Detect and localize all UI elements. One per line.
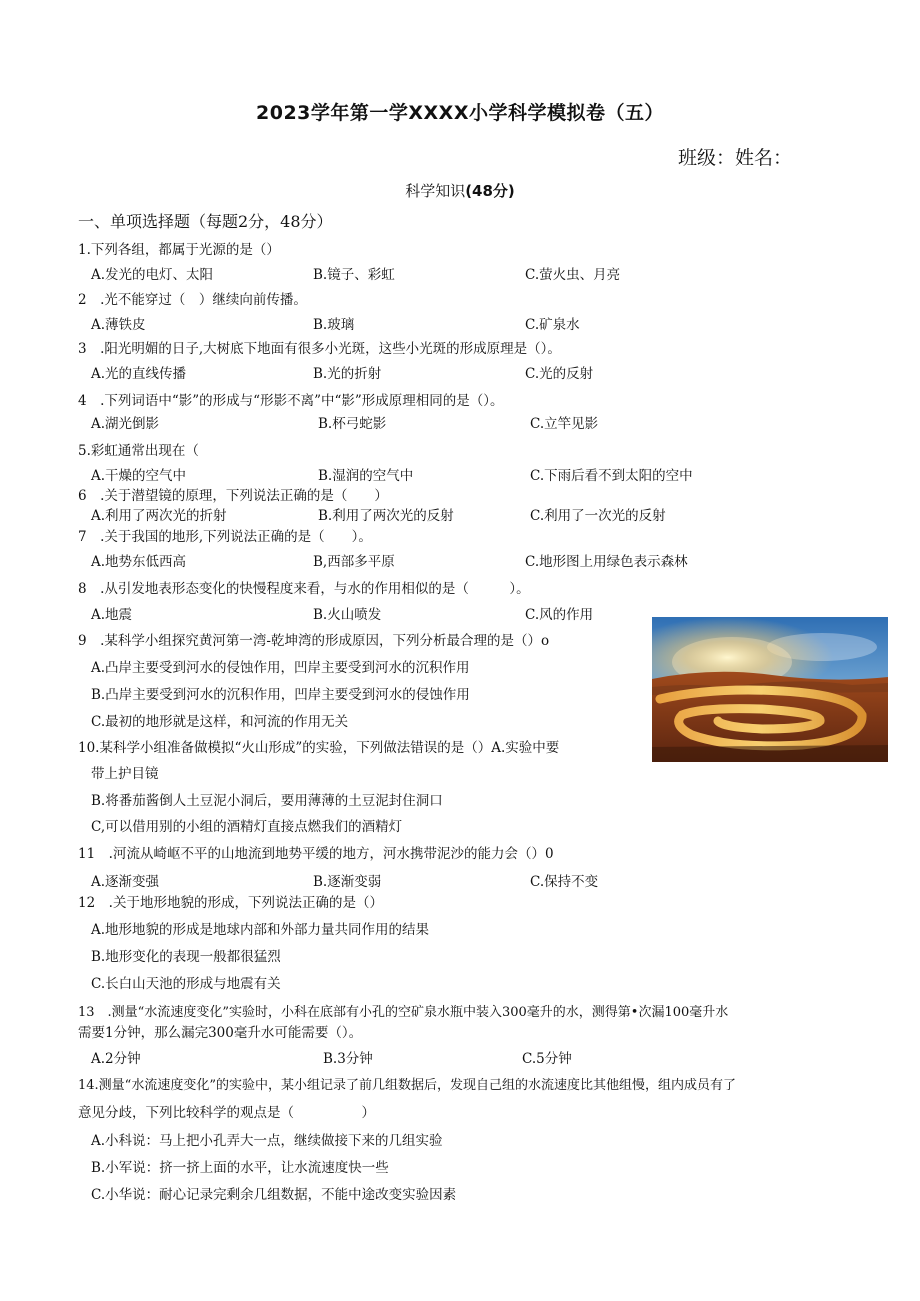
question-6-option-a: A.利用了两次光的折射 [91, 508, 227, 524]
question-3-option-a: A.光的直线传播 [91, 366, 187, 382]
question-10-stem: 10.某科学小组准备做模拟“火山形成”的实验，下列做法错误的是（）A.实验中要 [78, 740, 560, 756]
question-14-option-b: B.小军说：挤一挤上面的水平，让水流速度快一些 [91, 1160, 389, 1176]
question-5-option-c: C.下雨后看不到太阳的空中 [530, 468, 693, 484]
question-11-option-b: B.逐渐变弱 [313, 874, 382, 890]
question-14-option-c: C.小华说：耐心记录完剩余几组数据，不能中途改变实验因素 [91, 1187, 457, 1203]
subtitle-prefix: 科学知识 [405, 182, 466, 200]
question-8-option-a: A.地震 [91, 607, 133, 623]
question-7-option-a: A.地势东低西高 [91, 554, 187, 570]
question-1-option-c: C.萤火虫、月亮 [525, 267, 621, 283]
question-4-stem: 4 .下列词语中“影”的形成与“形影不离”中“影”形成原理相同的是（）。 [78, 393, 504, 409]
subtitle-score: (48分) [465, 182, 515, 200]
question-12-option-a: A.地形地貌的形成是地球内部和外部力量共同作用的结果 [91, 922, 430, 938]
question-14-stem: 14.测量“水流速度变化”的实验中，某小组记录了前几组数据后，发现自己组的水流速度比其他组慢，组内成员有了 [78, 1078, 736, 1093]
question-7-stem: 7 .关于我国的地形,下列说法正确的是（ ）。 [78, 529, 372, 545]
question-2-option-a: A.薄铁皮 [91, 317, 146, 333]
question-3-option-b: B.光的折射 [313, 366, 382, 382]
question-5-option-a: A.干燥的空气中 [91, 468, 187, 484]
question-1-option-b: B.镜子、彩虹 [313, 267, 395, 283]
question-3-stem: 3 .阳光明媚的日子,大树底下地面有很多小光斑，这些小光斑的形成原理是（）。 [78, 341, 561, 357]
question-3-option-c: C.光的反射 [525, 366, 594, 382]
question-1-option-a: A.发光的电灯、太阳 [91, 267, 214, 283]
question-7-option-c: C.地形图上用绿色表示森林 [525, 554, 688, 570]
question-12-stem: 12 .关于地形地貌的形成，下列说法正确的是（） [78, 895, 383, 911]
question-8-option-b: B.火山喷发 [313, 607, 382, 623]
question-9-option-a: A.凸岸主要受到河水的侵蚀作用，凹岸主要受到河水的沉积作用 [91, 660, 470, 676]
question-4-option-c: C.立竿见影 [530, 416, 599, 432]
page-title: 2023学年第一学XXXX小学科学模拟卷（五） [256, 102, 664, 124]
section-heading: 一、单项选择题（每题2分，48分） [78, 212, 333, 231]
question-12-option-c: C.长白山天池的形成与地震有关 [91, 976, 281, 992]
question-11-stem: 11 .河流从崎岖不平的山地流到地势平缓的地方，河水携带泥沙的能力会（）0 [78, 846, 554, 862]
question-10-option-a-cont: 带上护目镜 [91, 766, 159, 782]
question-7-option-b: B,西部多平原 [313, 554, 395, 570]
question-6-option-b: B.利用了两次光的反射 [318, 508, 454, 524]
class-name-label: 班级：姓名： [677, 147, 792, 169]
question-9-option-b: B.凸岸主要受到河水的沉积作用，凹岸主要受到河水的侵蚀作用 [91, 687, 470, 703]
river-bend-photo [652, 617, 888, 762]
river-bend-photo-icon [652, 617, 888, 762]
question-1-stem: 1.下列各组，都属于光源的是（） [78, 242, 280, 258]
question-6-stem: 6 .关于潜望镜的原理，下列说法正确的是（ ） [78, 488, 388, 504]
question-9-option-c: C.最初的地形就是这样，和河流的作用无关 [91, 714, 349, 730]
question-10-option-b: B.将番茄酱倒人土豆泥小洞后，要用薄薄的土豆泥封住洞口 [91, 793, 443, 809]
question-5-stem: 5.彩虹通常出现在（ [78, 443, 199, 459]
question-2-option-c: C.矿泉水 [525, 317, 580, 333]
question-6-option-c: C.利用了一次光的反射 [530, 508, 666, 524]
question-2-stem: 2 .光不能穿过（ ）继续向前传播。 [78, 292, 307, 308]
section-subtitle [0, 180, 920, 201]
question-2-option-b: B.玻璃 [313, 317, 355, 333]
question-11-option-a: A.逐渐变强 [91, 874, 160, 890]
question-14-option-a: A.小科说：马上把小孔弄大一点，继续做接下来的几组实验 [91, 1133, 443, 1149]
question-8-option-c: C.风的作用 [525, 607, 594, 623]
question-8-stem: 8 .从引发地表形态变化的快慢程度来看，与水的作用相似的是（ ）。 [78, 581, 530, 597]
question-4-option-b: B.杯弓蛇影 [318, 416, 387, 432]
question-13-option-b: B.3分钟 [323, 1051, 373, 1067]
question-14-stem-cont: 意见分歧，下列比较科学的观点是（ ） [78, 1105, 375, 1121]
question-4-option-a: A.湖光倒影 [91, 416, 160, 432]
question-5-option-b: B.湿润的空气中 [318, 468, 414, 484]
question-12-option-b: B.地形变化的表现一般都很猛烈 [91, 949, 281, 965]
question-13-option-a: A.2分钟 [91, 1051, 141, 1067]
question-11-option-c: C.保持不变 [530, 874, 599, 890]
question-13-option-c: C.5分钟 [522, 1051, 572, 1067]
question-13-stem-cont: 需要1分钟，那么漏完300毫升水可能需要（）。 [78, 1025, 363, 1041]
question-10-option-c: C,可以借用别的小组的酒精灯直接点燃我们的酒精灯 [91, 819, 403, 835]
question-9-stem: 9 .某科学小组探究黄河第一湾-乾坤湾的形成原因，下列分析最合理的是（）o [78, 633, 550, 649]
question-13-stem: 13 .测量“水流速度变化”实验时，小科在底部有小孔的空矿泉水瓶中装入300毫升的水，测得第•次漏100毫升水 [78, 1005, 729, 1020]
